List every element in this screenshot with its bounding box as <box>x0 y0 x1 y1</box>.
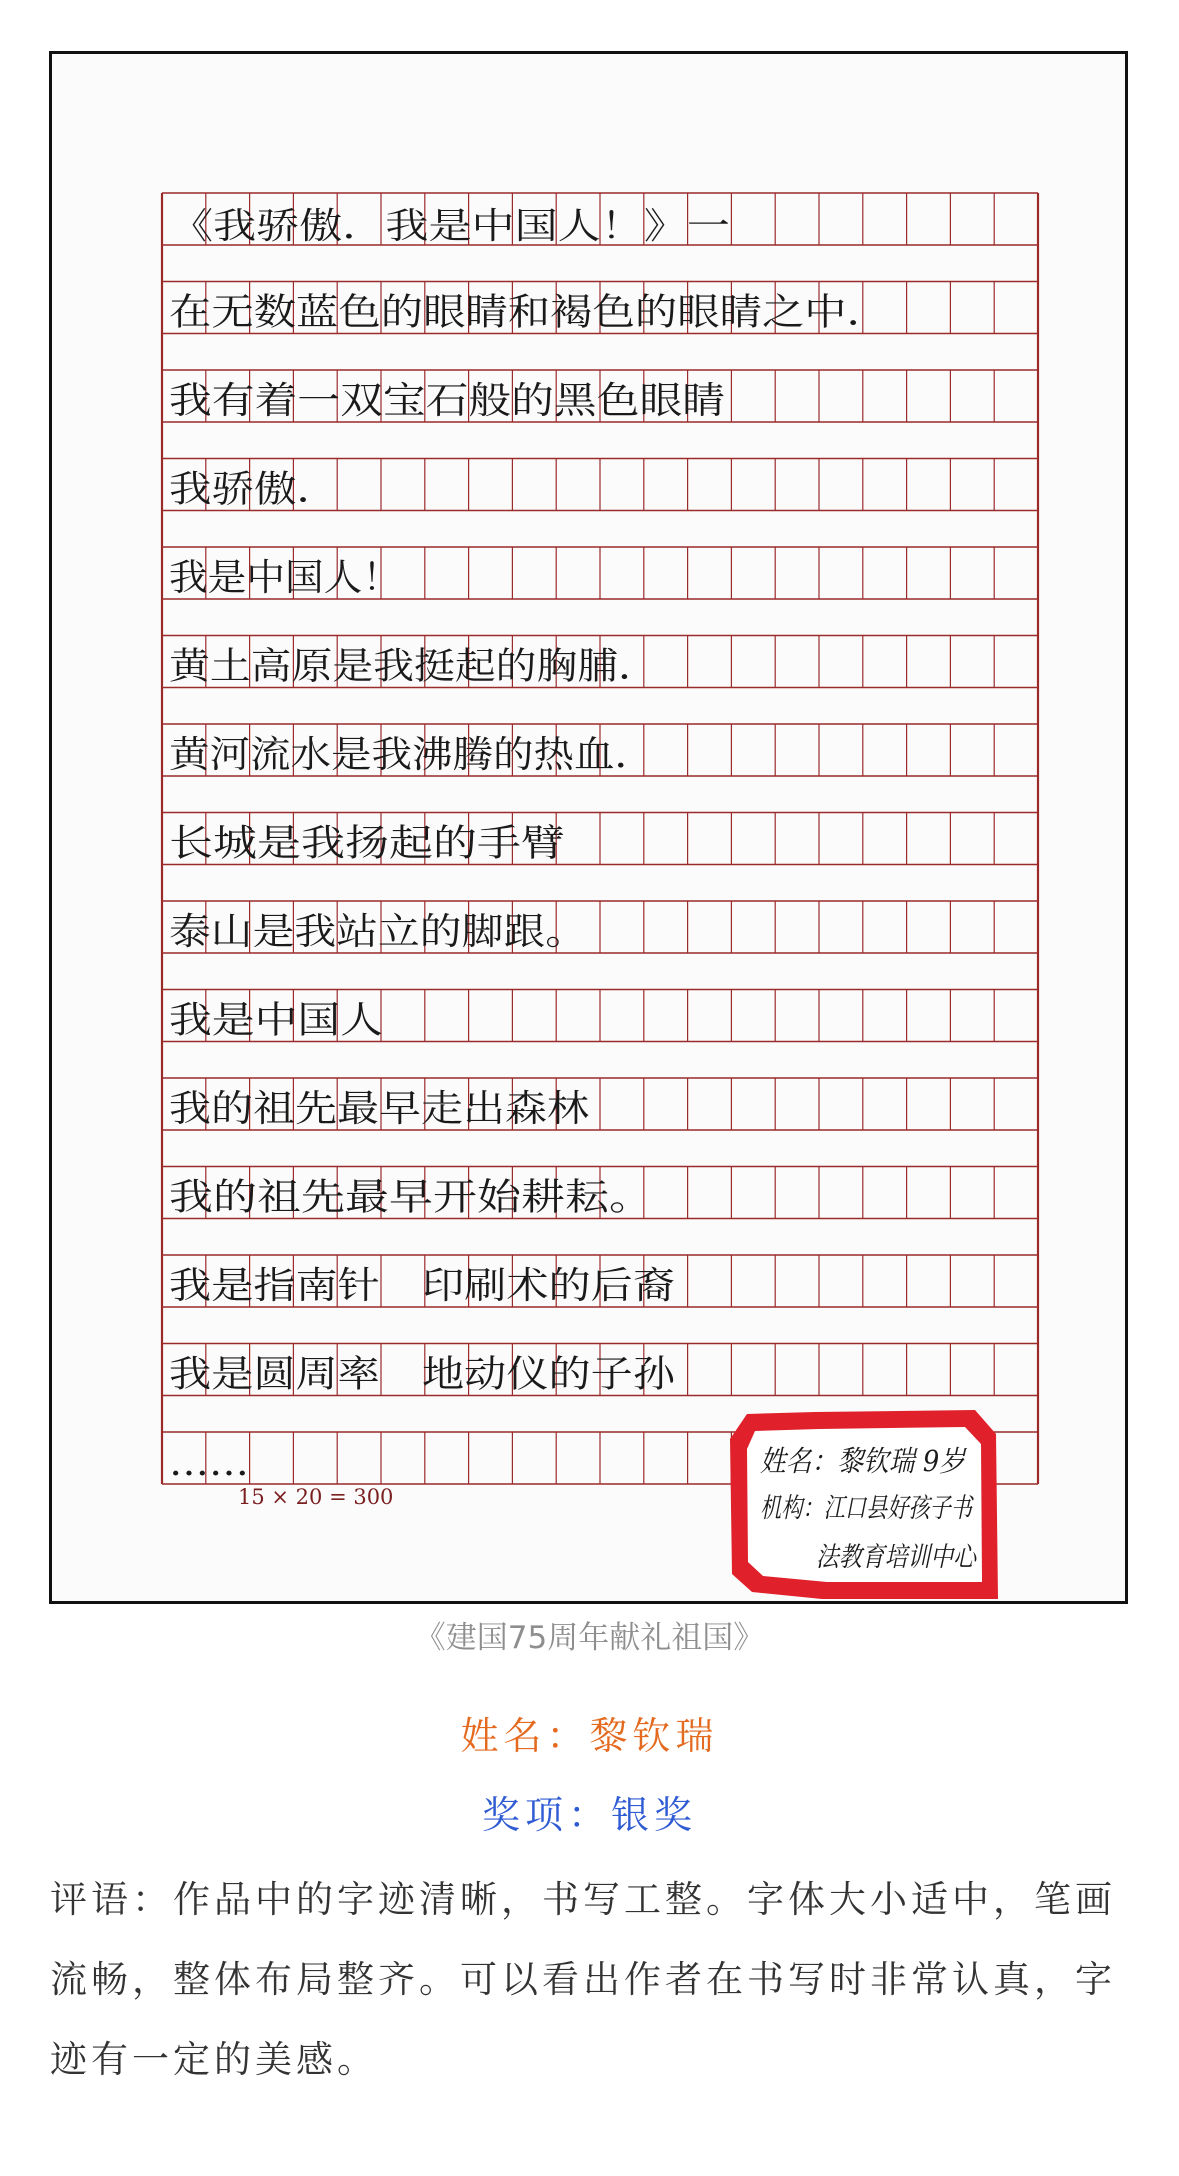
judge-comment: 评语：作品中的字迹清晰，书写工整。字体大小适中，笔画流畅，整体布局整齐。可以看出作者在书写时非常认真，字迹有一定的美感。 <box>50 1878 1116 2081</box>
award-value: 银奖 <box>611 1793 698 1837</box>
stamp-name-line: 姓名：黎钦瑞 9岁 <box>760 1444 968 1478</box>
poem-line: 我骄傲． <box>169 467 339 511</box>
poem-line: …… <box>169 1441 249 1484</box>
poem-title-line: 《我骄傲．我是中国人！》一 <box>170 206 730 247</box>
poem-line: 我的祖先最早开始耕耘。 <box>169 1175 653 1219</box>
poem-line: 长城是我扬起的手臂 <box>169 821 565 865</box>
poem-line: 黄河流水是我沸腾的热血． <box>169 733 655 776</box>
award-line <box>0 1784 1179 1839</box>
signature-stamp <box>730 1410 998 1599</box>
award-label: 奖项： <box>481 1793 611 1837</box>
student-name <box>0 1705 1179 1760</box>
poem-line: 我是指南针 印刷术的后裔 <box>169 1264 675 1307</box>
name-label: 姓名： <box>460 1714 590 1758</box>
name-value: 黎钦瑞 <box>589 1714 719 1758</box>
poem-line: 我是中国人 <box>169 998 383 1042</box>
poem-line: 我是圆周率 地动仪的子孙 <box>169 1352 677 1396</box>
poem-line: 在无数蓝色的眼睛和褐色的眼睛之中． <box>169 290 889 334</box>
poem-line: 我有着一双宝石般的黑色眼睛 <box>169 379 725 422</box>
poem-line: 黄土高原是我挺起的胸脯． <box>169 644 659 688</box>
grid-paper <box>52 54 1125 1601</box>
stamp-org-line: 机构：江口县好孩子书 <box>760 1493 976 1524</box>
calligraphy-artwork <box>49 51 1128 1604</box>
poem-line: 泰山是我站立的脚跟。 <box>169 910 587 953</box>
grid-spec-label: 15 × 20 = 300 <box>238 1485 394 1509</box>
poem-line: 我是中国人！ <box>169 556 401 599</box>
poem-line: 我的祖先最早走出森林 <box>169 1087 589 1130</box>
artwork-caption: 《建国75周年献礼祖国》 <box>414 1620 765 1656</box>
handwritten-text <box>169 206 889 1484</box>
stamp-org-line-2: 法教育培训中心 <box>816 1542 980 1573</box>
